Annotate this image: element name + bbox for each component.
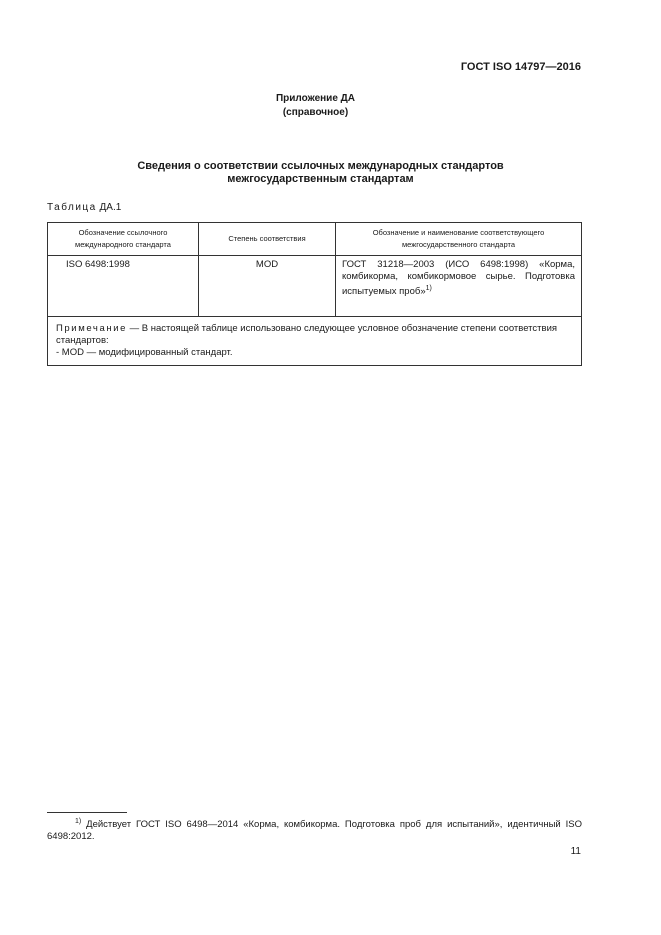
footnote-ref: 1): [425, 285, 432, 292]
note-text: — В настоящей таблице использовано следующее условное обозначение степени соответствия стандартов:: [56, 323, 558, 347]
table-caption-label: Таблица: [47, 202, 97, 213]
national-standard-text: ГОСТ 31218—2003 (ИСО 6498:1998) «Корма, комбикорма, комбикормовое сырье. Подготовка испытуемых проб»: [342, 259, 575, 298]
section-title: [0, 160, 641, 186]
footnote: [47, 816, 582, 843]
footnote-divider: [47, 812, 127, 813]
section-title-line2: межгосударственным стандартам: [227, 173, 414, 185]
note-label: Примечание: [56, 323, 127, 335]
table-header-row: [48, 223, 582, 256]
footnote-text: Действует ГОСТ ISO 6498—2014 «Корма, комбикорма. Подготовка проб для испытаний», идентичный ISO 6498:2012.: [47, 819, 582, 843]
header-national-standard: Обозначение и наименование соответствующего межгосударственного стандарта: [336, 223, 582, 256]
correspondence-table: [47, 222, 582, 366]
header-degree: Степень соответствия: [199, 223, 336, 256]
page-number: 11: [570, 846, 581, 857]
table-row: [48, 256, 582, 317]
cell-ref-standard: ISO 6498:1998: [48, 256, 199, 317]
note-paragraph: [56, 323, 573, 347]
appendix-title: Приложение ДА: [275, 93, 356, 104]
section-title-line1: Сведения о соответствии ссылочных международных стандартов: [137, 160, 504, 172]
table-note: [48, 317, 582, 366]
table-caption-number: ДА.1: [99, 202, 122, 213]
header-ref-standard: Обозначение ссылочного международного стандарта: [48, 223, 199, 256]
cell-national-standard: [336, 256, 582, 317]
cell-degree: MOD: [199, 256, 336, 317]
document-code: ГОСТ ISO 14797—2016: [460, 61, 581, 73]
table-note-row: [48, 317, 582, 366]
table-caption: [47, 202, 121, 213]
note-item: - MOD — модифицированный стандарт.: [56, 347, 233, 359]
appendix-subtitle: (справочное): [282, 107, 349, 118]
footnote-mark: 1): [75, 818, 82, 825]
